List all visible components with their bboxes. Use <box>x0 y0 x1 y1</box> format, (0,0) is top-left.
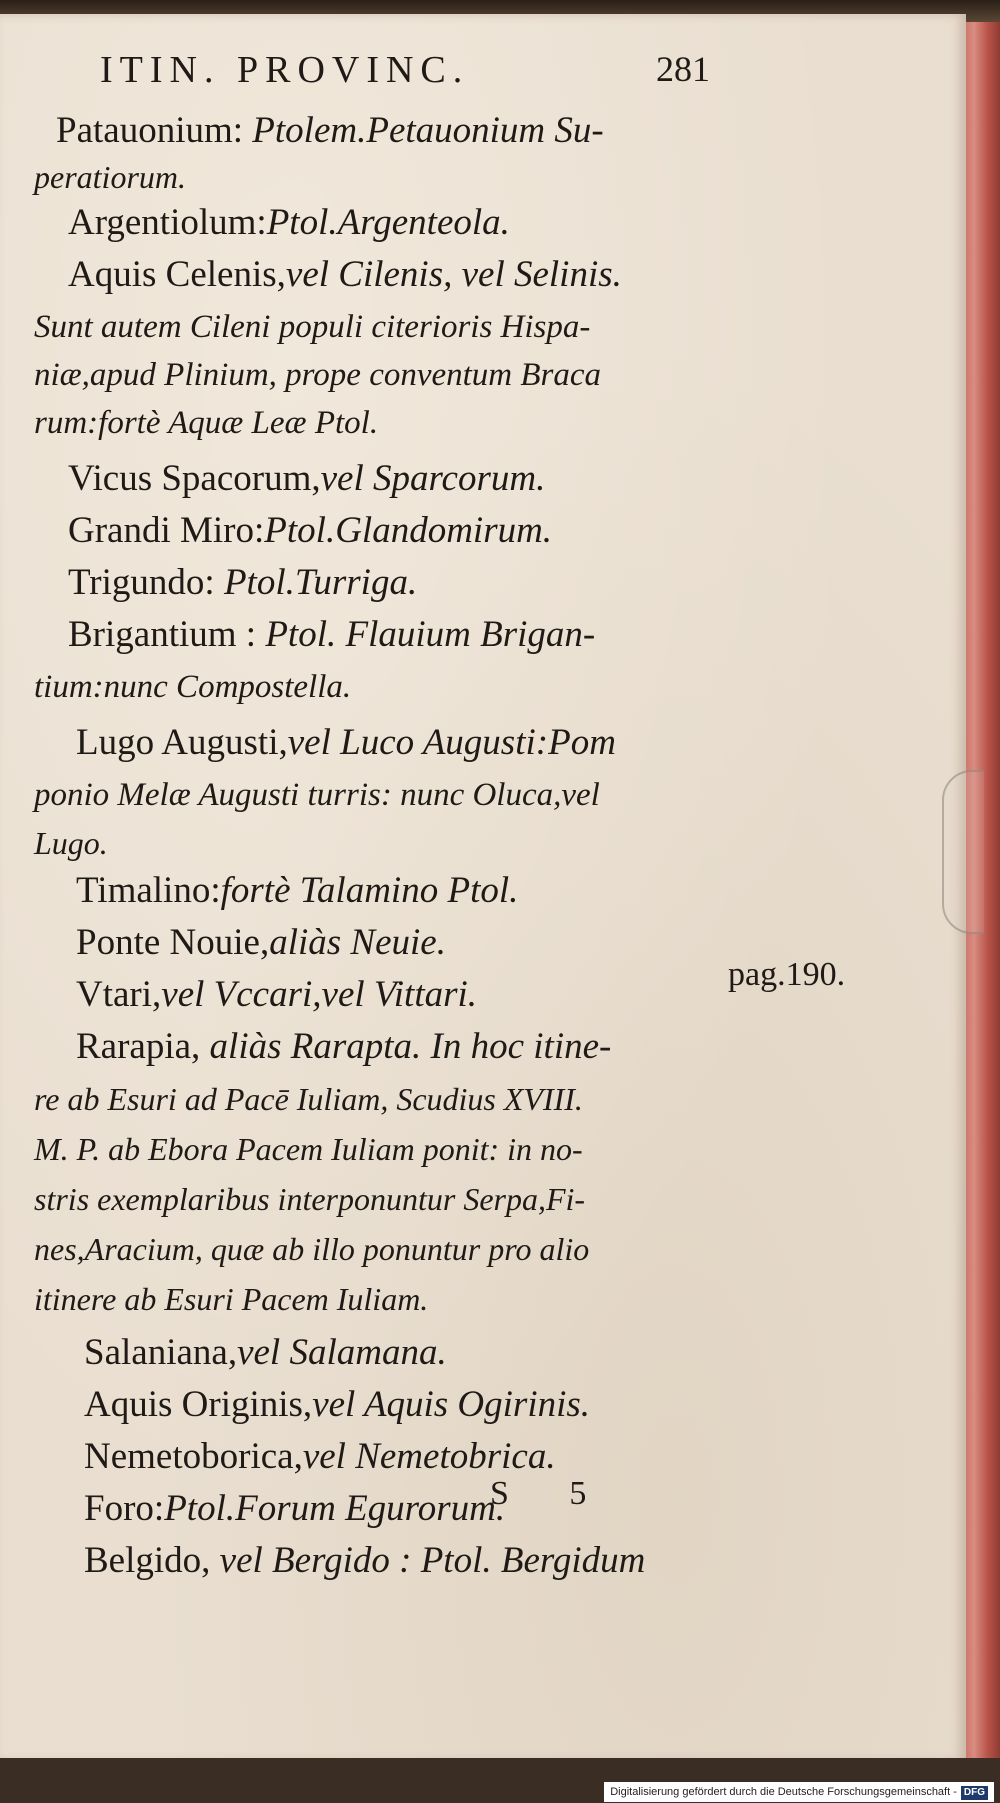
text-line: Foro:Ptol.Forum Egurorum. <box>84 1488 506 1529</box>
text-line: Vicus Spacorum,vel Sparcorum. <box>68 458 546 499</box>
text-line: Sunt autem Cileni populi citerioris Hispa- <box>34 309 591 345</box>
credit-text: Digitalisierung gefördert durch die Deutsche Forschungsgemeinschaft - <box>610 1786 957 1798</box>
text-line: Trigundo: Ptol.Turriga. <box>68 562 418 603</box>
page-number: 281 <box>656 49 710 89</box>
text-line: Brigantium : Ptol. Flauium Brigan- <box>68 614 596 655</box>
text-line: Lugo. <box>34 825 108 861</box>
text-line: Ponte Nouie,aliàs Neuie. <box>76 922 446 963</box>
text-line: Nemetoborica,vel Nemetobrica. <box>84 1436 556 1477</box>
text-line: tium:nunc Compostella. <box>34 669 352 705</box>
text-line: rum:fortè Aquæ Leæ Ptol. <box>34 405 379 441</box>
text-line: Belgido, vel Bergido : Ptol. Bergidum <box>84 1540 646 1581</box>
text-line: niæ,apud Plinium, prope conventum Braca <box>34 357 602 393</box>
dfg-logo: DFG <box>961 1786 988 1800</box>
page-header <box>100 48 710 98</box>
text-line: stris exemplaribus interponuntur Serpa,Fi- <box>34 1181 586 1217</box>
text-line: Salaniana,vel Salamana. <box>84 1332 447 1373</box>
margin-note: pag.190. <box>728 956 846 993</box>
text-line: ponio Melæ Augusti turris: nunc Oluca,vel <box>34 777 600 813</box>
page-clip <box>942 770 984 934</box>
text-line: re ab Esuri ad Pacē Iuliam, Scudius XVIII. <box>34 1081 583 1117</box>
text-line: Patauonium: Ptolem.Petauonium Su- <box>56 110 604 151</box>
text-line: Rarapia, aliàs Rarapta. In hoc itine- <box>76 1026 612 1067</box>
text-line: M. P. ab Ebora Pacem Iuliam ponit: in no- <box>34 1131 583 1167</box>
text-line: nes,Aracium, quæ ab illo ponuntur pro alio <box>34 1231 590 1267</box>
text-line: Argentiolum:Ptol.Argenteola. <box>68 202 510 243</box>
text-line: Lugo Augusti,vel Luco Augusti:Pom <box>76 722 616 763</box>
running-head: ITIN. PROVINC. <box>100 49 470 91</box>
text-line: Grandi Miro:Ptol.Glandomirum. <box>68 510 553 551</box>
text-line: Aquis Celenis,vel Cilenis, vel Selinis. <box>68 254 622 295</box>
text-line: Vtari,vel Vccari,vel Vittari. <box>76 974 478 1015</box>
text-line: Timalino:fortè Talamino Ptol. <box>76 870 519 911</box>
text-line: peratiorum. <box>34 159 186 195</box>
signature-mark: S 5 <box>490 1475 613 1512</box>
text-line: itinere ab Esuri Pacem Iuliam. <box>34 1281 429 1317</box>
digitization-credit <box>604 1782 994 1802</box>
text-line: Aquis Originis,vel Aquis Ogirinis. <box>84 1384 591 1425</box>
